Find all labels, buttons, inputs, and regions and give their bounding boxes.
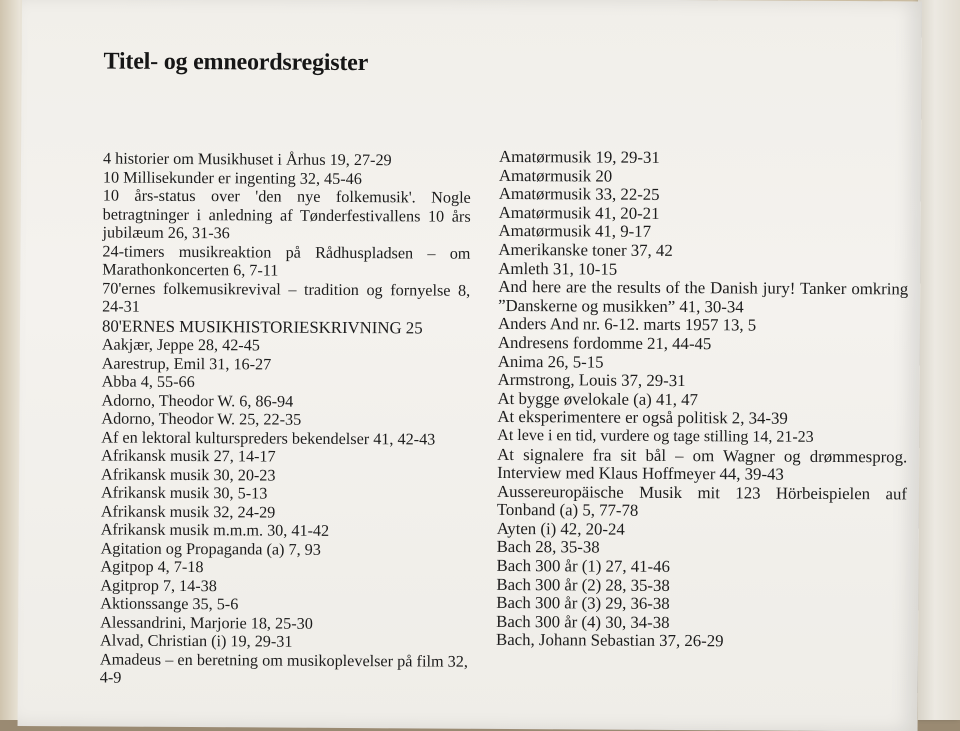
index-entry: Aarestrup, Emil 31, 16-27 xyxy=(101,353,272,374)
index-entry: Amadeus – en beretning om musikoplevelser på film 32, 4-9 xyxy=(99,649,468,687)
index-entry: Anima 26, 5-15 xyxy=(497,351,604,372)
index-entry: Afrikansk musik 27, 14-17 xyxy=(101,446,276,466)
index-entry: Adorno, Theodor W. 6, 86-94 xyxy=(101,390,294,411)
index-entry: Agitprop 7, 14-38 xyxy=(100,575,217,595)
index-entry: Amatørmusik 20 xyxy=(498,165,613,186)
index-entry: Armstrong, Louis 37, 29-31 xyxy=(497,370,686,391)
index-entry: Alessandrini, Marjorie 18, 25-30 xyxy=(100,612,313,633)
index-entry: Bach, Johann Sebastian 37, 26-29 xyxy=(496,630,724,651)
index-entry: Bach 28, 35-38 xyxy=(496,537,600,558)
index-entry: Afrikansk musik 30, 5-13 xyxy=(100,483,268,503)
page-title: Titel- og emneordsregister xyxy=(103,48,369,77)
index-entry: Aakjær, Jeppe 28, 42-45 xyxy=(101,335,260,355)
index-entry: 10 års-status over 'den nye folkemusik'. Nogle betragtninger i anledning af Tønderfestivallens 10 års jubilæum 26, 31-36 xyxy=(102,186,471,243)
index-entry: Bach 300 år (2) 28, 35-38 xyxy=(496,574,670,595)
index-entry: At bygge øvelokale (a) 41, 47 xyxy=(497,388,698,409)
index-entry: 70'ernes folkemusikrevival – tradition og fornyelse 8, 24-31 xyxy=(102,278,471,316)
index-entry: 10 Millisekunder er ingenting 32, 45-46 xyxy=(102,167,362,188)
index-entry: 4 historier om Musikhuset i Århus 19, 27-29 xyxy=(102,149,392,170)
index-entry: Aktionssange 35, 5-6 xyxy=(100,594,239,614)
index-entry: Bach 300 år (4) 30, 34-38 xyxy=(496,611,670,632)
index-entry: Amleth 31, 10-15 xyxy=(498,258,618,279)
index-entry: Agitpop 4, 7-18 xyxy=(100,557,204,577)
index-entry: At eksperimentere er også politisk 2, 34-39 xyxy=(497,407,788,428)
index-entry: Aussereuropäische Musik mit 123 Hörbeispielen auf Tonband (a) 5, 77-78 xyxy=(496,481,908,521)
index-entry: At signalere fra sit bål – om Wagner og drømmesprog. Interview med Klaus Hoffmeyer 44, 39-43 xyxy=(497,444,908,484)
index-entry: 24-timers musikreaktion på Rådhuspladsen – om Marathonkoncerten 6, 7-11 xyxy=(102,241,471,280)
index-entry: Ayten (i) 42, 20-24 xyxy=(496,518,625,539)
index-entry: Afrikansk musik 32, 24-29 xyxy=(100,501,276,522)
index-column-right xyxy=(496,148,909,653)
index-entry: Amatørmusik 41, 9-17 xyxy=(498,221,652,242)
index-entry: Amatørmusik 33, 22-25 xyxy=(498,184,660,205)
index-entry: And here are the results of the Danish jury! Tanker omkring ”Danskerne og musikken” 41, 30-34 xyxy=(498,277,909,317)
index-entry: Afrikansk musik 30, 20-23 xyxy=(101,464,276,485)
index-entry: Andresens fordomme 21, 44-45 xyxy=(497,332,712,354)
index-entry: Af en lektoral kulturspreders bekendelser 41, 42-43 xyxy=(101,427,436,449)
index-entry: Afrikansk musik m.m.m. 30, 41-42 xyxy=(100,520,330,540)
index-entry: Amatørmusik 41, 20-21 xyxy=(498,202,660,223)
index-entry: Anders And nr. 6-12. marts 1957 13, 5 xyxy=(497,314,757,335)
book-page xyxy=(18,0,922,731)
index-entry: Abba 4, 55-66 xyxy=(101,372,195,392)
right-page-edge xyxy=(918,0,960,720)
index-entry: Adorno, Theodor W. 25, 22-35 xyxy=(101,409,302,429)
index-entry: Bach 300 år (3) 29, 36-38 xyxy=(496,593,670,614)
index-entry: Bach 300 år (1) 27, 41-46 xyxy=(496,555,670,577)
index-entry: Alvad, Christian (i) 19, 29-31 xyxy=(100,631,293,651)
index-column-left xyxy=(100,149,471,689)
index-entry: Amatørmusik 19, 29-31 xyxy=(498,146,660,167)
index-entry: At leve i en tid, vurdere og tage stilling 14, 21-23 xyxy=(497,426,814,446)
index-entry: Amerikanske toner 37, 42 xyxy=(498,239,673,260)
index-entry: Agitation og Propaganda (a) 7, 93 xyxy=(100,538,321,559)
index-entry: 80'ERNES MUSIKHISTORIESKRIVNING 25 xyxy=(101,315,423,337)
